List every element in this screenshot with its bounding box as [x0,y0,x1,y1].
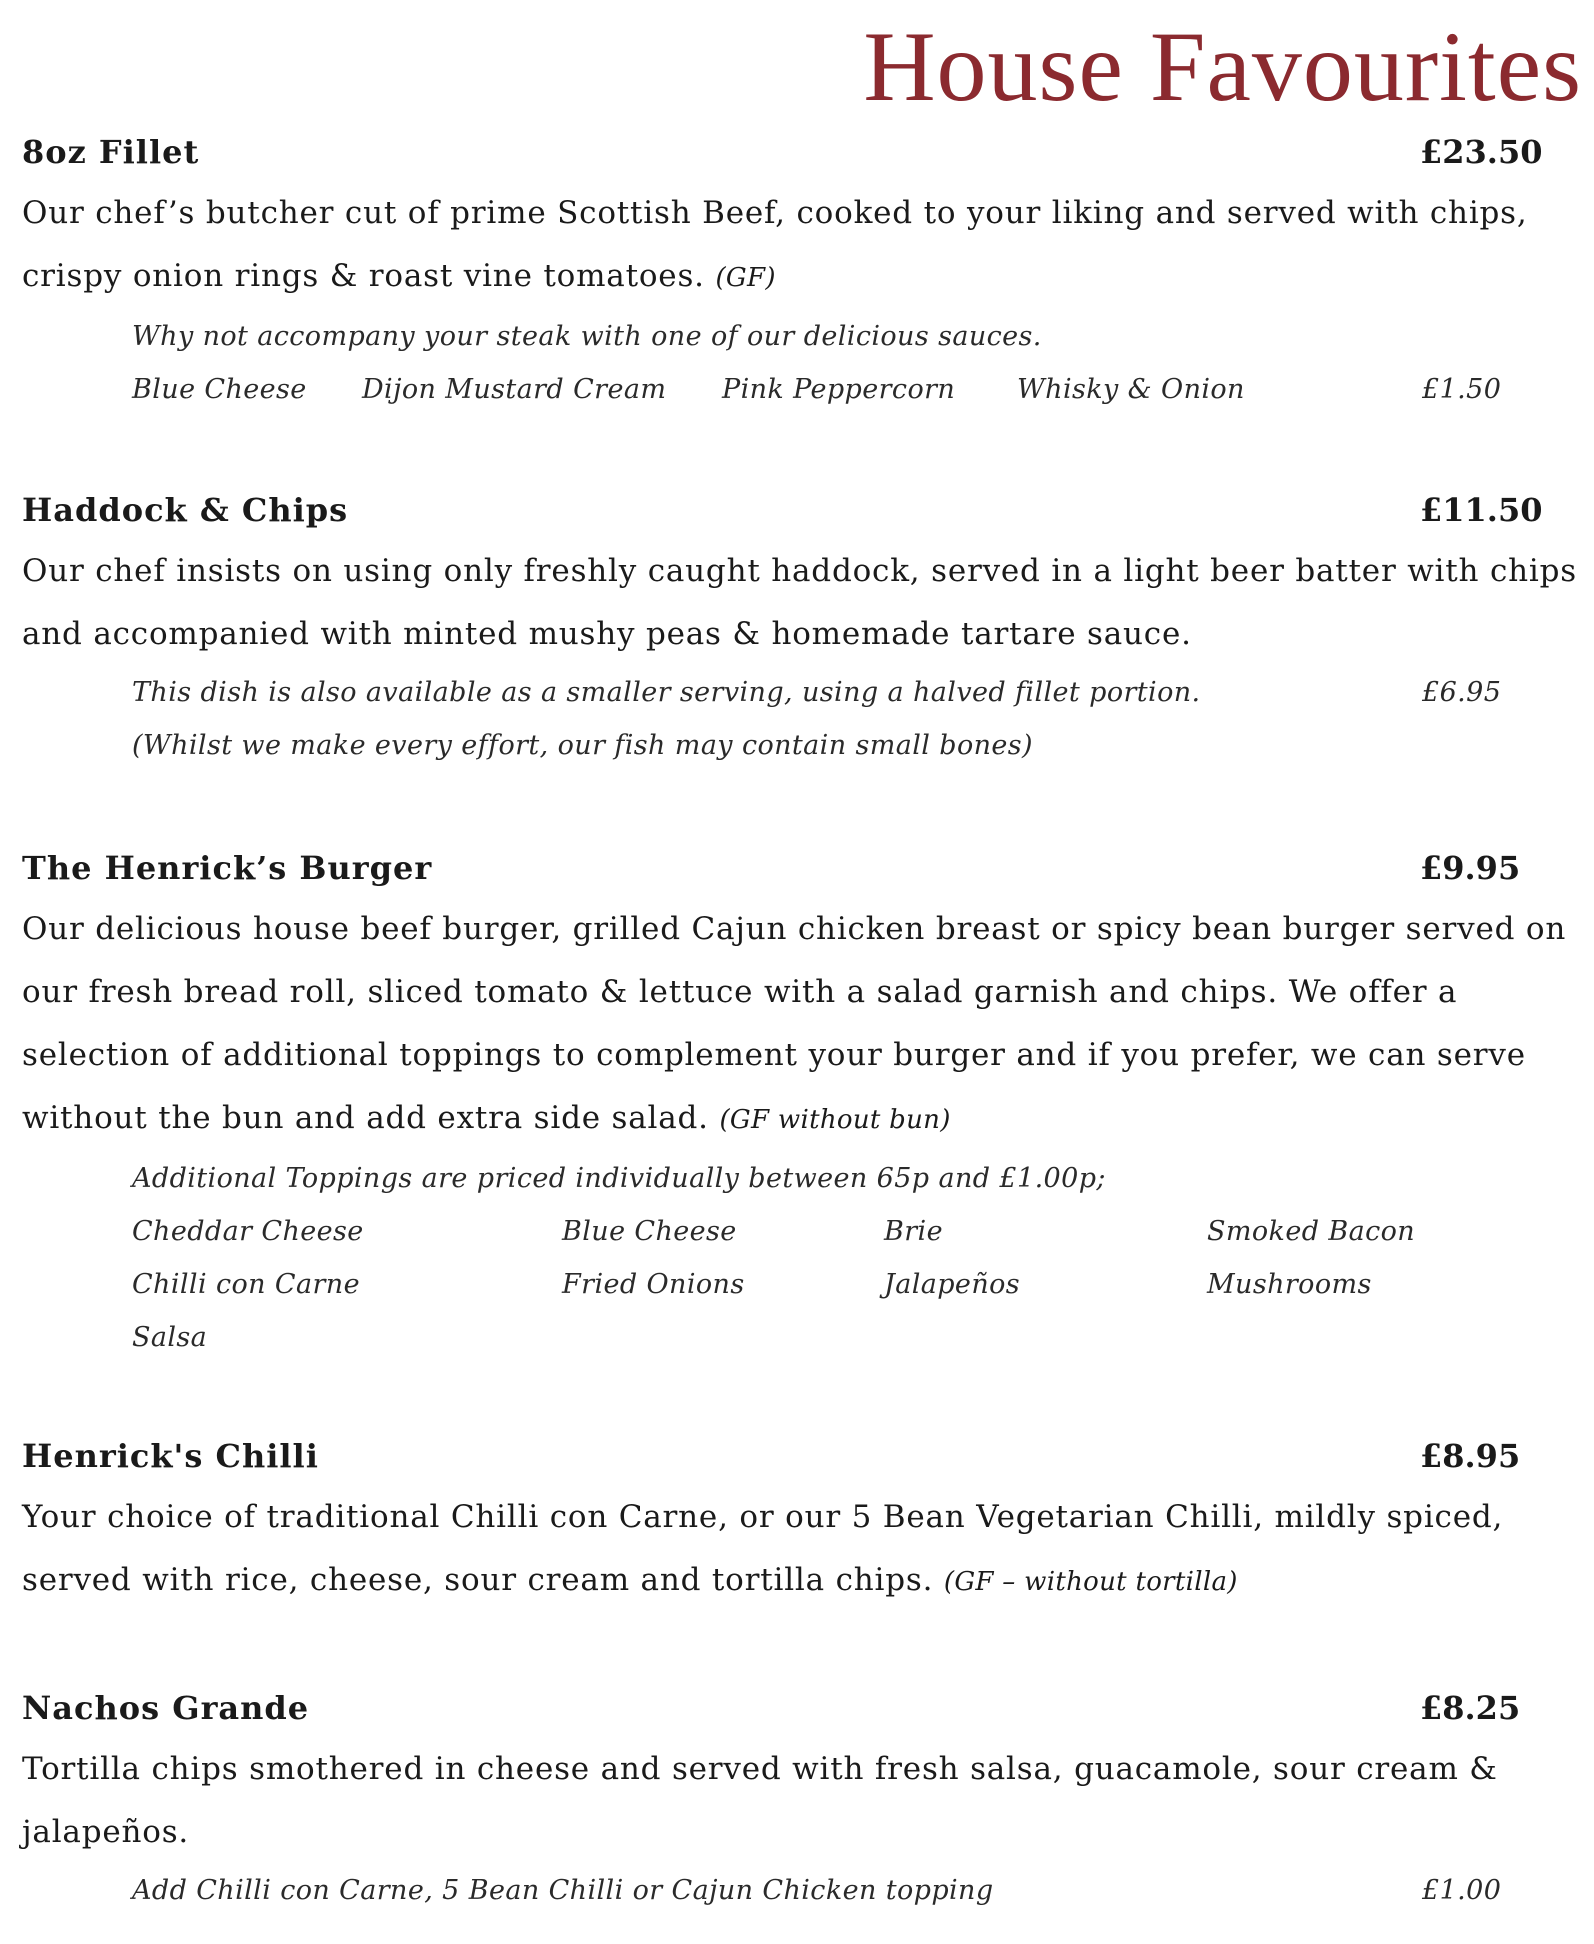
sauce-options [132,310,1552,416]
sauce-item: Blue Cheese [132,374,307,405]
menu-item-haddock [22,486,1577,772]
bones-note: (Whilst we make every effort, our fish may contain small bones) [132,730,1033,761]
dish-header [22,844,1552,892]
nachos-addon [132,1864,1552,1917]
toppings-row [132,1205,1552,1258]
topping-item: Chilli con Carne [132,1269,360,1300]
dish-price: £11.50 [1420,491,1543,529]
menu-item-nachos [22,1684,1552,1917]
dish-header [22,1432,1552,1480]
topping-item: Brie [884,1216,943,1247]
dish-price: £8.25 [1420,1689,1521,1727]
sauce-intro: Why not accompany your steak with one of our delicious sauces. [132,321,1042,352]
burger-toppings [132,1152,1552,1364]
smaller-serving-price: £6.95 [1422,677,1502,708]
topping-item: Salsa [132,1322,208,1353]
dish-header [22,128,1552,176]
topping-item: Jalapeños [884,1269,1021,1300]
toppings-row [132,1258,1552,1311]
dish-description [22,1486,1582,1614]
dish-name: Henrick's Chilli [22,1437,319,1475]
dish-description [22,898,1582,1152]
dish-name: Haddock & Chips [22,491,349,529]
sauce-item: Whisky & Onion [1017,374,1245,405]
sauce-item: Pink Peppercorn [722,374,956,405]
menu-item-chilli [22,1432,1552,1614]
sauce-list [132,363,1552,416]
toppings-row [132,1311,1552,1364]
dish-description-text: Our chef’s butcher cut of prime Scottish Beef, cooked to your liking and served with chips, crispy onion rings & roast vine tomatoes. [22,195,1528,294]
topping-item: Blue Cheese [562,1216,737,1247]
dish-description [22,182,1582,310]
haddock-notes [132,666,1552,772]
topping-item: Mushrooms [1207,1269,1372,1300]
sauce-item: Dijon Mustard Cream [362,374,667,405]
dietary-note: (GF – without tortilla) [943,1567,1238,1597]
topping-item: Smoked Bacon [1207,1216,1416,1247]
addon-text: Add Chilli con Carne, 5 Bean Chilli or Cajun Chicken topping [132,1875,994,1906]
dish-name: The Henrick’s Burger [22,849,433,887]
page-title: House Favourites [863,11,1582,122]
dish-description: Our chef insists on using only freshly caught haddock, served in a light beer batter with chips and accompanied with minted mushy peas & homemade tartare sauce. [22,553,1577,652]
addon-price: £1.00 [1422,1875,1502,1906]
dish-header [22,486,1552,534]
dish-description-text: Our delicious house beef burger, grilled Cajun chicken breast or spicy bean burger served on our fresh bread roll, sliced tomato & lettuce with a salad garnish and chips. We offer a selection of additional toppings to complement your burger and if you prefer, we can serve without the bun and add extra side salad. [22,911,1567,1136]
dietary-note: (GF) [715,263,776,293]
dietary-note: (GF without bun) [719,1105,951,1135]
smaller-serving-note [132,666,1552,719]
smaller-serving-text: This dish is also available as a smaller serving, using a halved fillet portion. [132,677,1201,708]
dish-name: 8oz Fillet [22,133,200,171]
dish-header [22,1684,1552,1732]
dish-name: Nachos Grande [22,1689,310,1727]
dish-price: £23.50 [1420,133,1543,171]
topping-item: Cheddar Cheese [132,1216,364,1247]
dish-price: £8.95 [1420,1437,1521,1475]
toppings-intro: Additional Toppings are priced individually between 65p and £1.00p; [132,1163,1106,1194]
addon-line [132,1864,1552,1917]
sauce-price: £1.50 [1422,374,1502,405]
dish-price: £9.95 [1420,849,1521,887]
topping-item: Fried Onions [562,1269,745,1300]
menu-item-burger [22,844,1567,1364]
dish-description: Tortilla chips smothered in cheese and served with fresh salsa, guacamole, sour cream & jalapeños. [22,1751,1498,1850]
menu-item-fillet [22,128,1552,416]
dish-description-text: Your choice of traditional Chilli con Carne, or our 5 Bean Vegetarian Chilli, mildly spiced, served with rice, cheese, sour cream and tortilla chips. [22,1499,1504,1598]
